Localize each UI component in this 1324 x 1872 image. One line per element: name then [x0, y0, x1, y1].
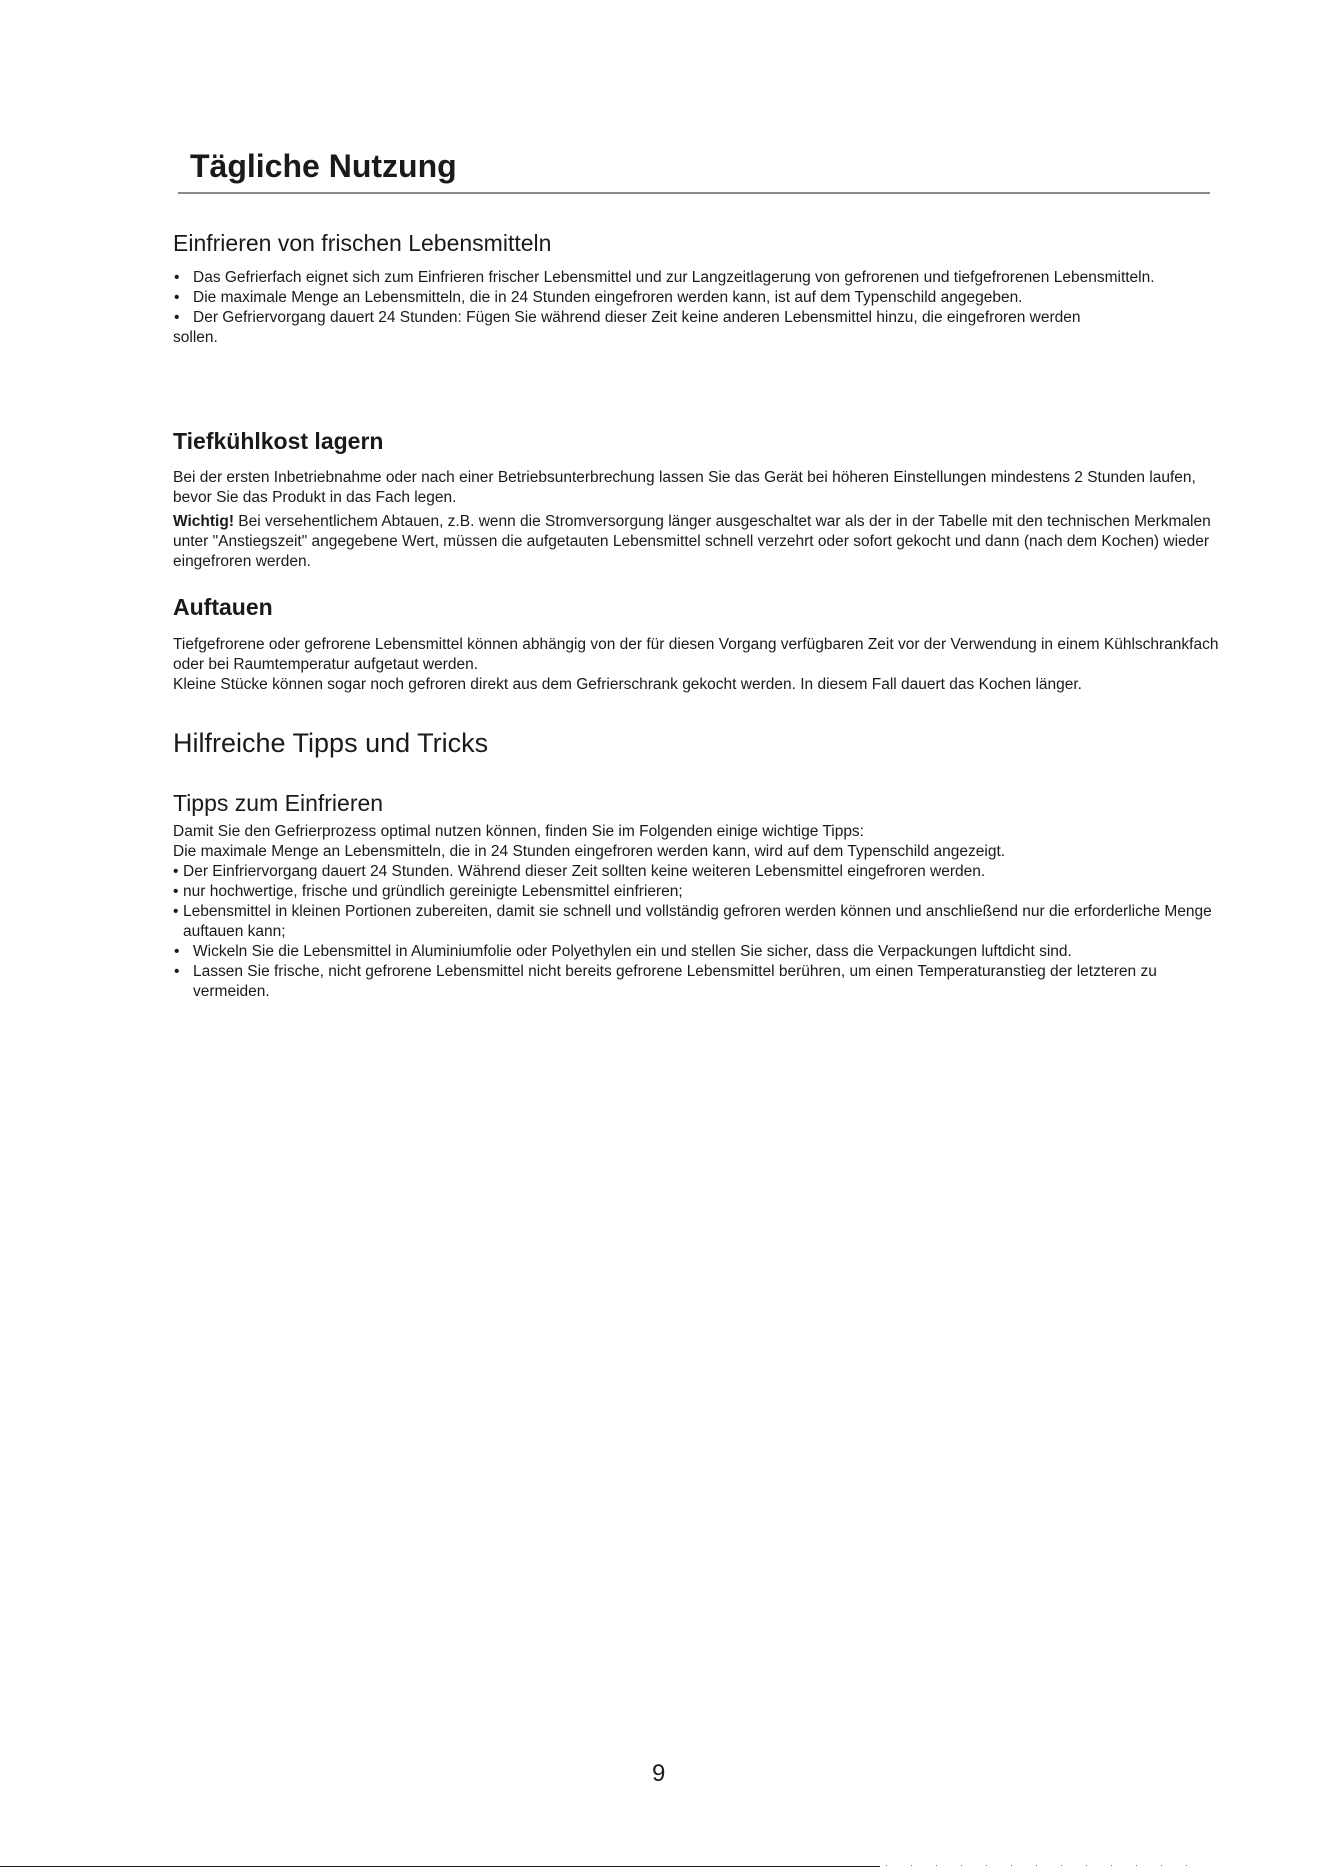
thawing-paragraph: Tiefgefrorene oder gefrorene Lebensmittel können abhängig von der für diesen Vorgang verfügbaren Zeit vor der Verwendung in einem Kühlschrankfach oder bei Raumtemperatur aufgetaut werden.: [173, 636, 1219, 673]
footer-rule: [0, 1866, 880, 1867]
footer-marks: ·············: [885, 1860, 1210, 1870]
page-title: Tägliche Nutzung: [190, 148, 457, 184]
freezing-list: [173, 268, 1225, 348]
section-heading-tips: Hilfreiche Tipps und Tricks: [173, 728, 489, 758]
bullet-icon: •: [173, 903, 179, 920]
storage-paragraph: Bei der ersten Inbetriebnahme oder nach einer Betriebsunterbrechung lassen Sie das Gerät bei höheren Einstellungen mindestens 2 Stunden laufen, bevor Sie das Produkt in das Fach legen.: [173, 469, 1196, 506]
section-heading-freezing: Einfrieren von frischen Lebensmitteln: [173, 230, 552, 256]
tips-intro: Damit Sie den Gefrierprozess optimal nutzen können, finden Sie im Folgenden einige wichtige Tipps:: [173, 823, 864, 840]
list-item: • Lebensmittel in kleinen Portionen zubereiten, damit sie schnell und vollständig gefroren werden können und anschließend nur die erforderliche Menge auftauen kann;: [173, 903, 1212, 940]
title-divider: [178, 192, 1210, 194]
important-label: Wichtig!: [173, 513, 234, 530]
bullet-icon: •: [174, 309, 180, 326]
bullet-icon: •: [174, 269, 180, 286]
page-number: 9: [652, 1760, 666, 1787]
list-item-continuation: sollen.: [173, 329, 218, 346]
storage-text: [173, 468, 1225, 572]
bullet-icon: •: [174, 963, 180, 980]
list-item: • Das Gefrierfach eignet sich zum Einfrieren frischer Lebensmittel und zur Langzeitlagerung von gefrorenen und tiefgefrorenen Lebensmitteln.: [174, 269, 1155, 286]
thawing-text: [173, 635, 1225, 695]
important-note: Wichtig! Bei versehentlichem Abtauen, z.B. wenn die Stromversorgung länger ausgeschaltet war als der in der Tabelle mit den technischen Merkmalen unter "Anstiegszeit" angegebene Wert, müssen die aufgetauten Lebensmittel schnell verzehrt oder sofort gekocht und dann (nach dem Kochen) wieder eingefroren werden.: [173, 513, 1211, 570]
bullet-icon: •: [174, 943, 180, 960]
list-item: • Wickeln Sie die Lebensmittel in Aluminiumfolie oder Polyethylen ein und stellen Sie sicher, dass die Verpackungen luftdicht sind.: [174, 943, 1072, 960]
section-heading-storage: Tiefkühlkost lagern: [173, 428, 384, 454]
list-item: • Der Gefriervorgang dauert 24 Stunden: Fügen Sie während dieser Zeit keine anderen Lebensmittel hinzu, die eingefroren werden: [174, 309, 1081, 326]
list-item: • Die maximale Menge an Lebensmitteln, die in 24 Stunden eingefroren werden kann, ist auf dem Typenschild angegeben.: [174, 289, 1023, 306]
tips-intro: Die maximale Menge an Lebensmitteln, die in 24 Stunden eingefroren werden kann, wird auf dem Typenschild angezeigt.: [173, 843, 1006, 860]
list-item: • Lassen Sie frische, nicht gefrorene Lebensmittel nicht bereits gefrorene Lebensmittel berühren, um einen Temperaturanstieg der letzteren zu vermeiden.: [174, 963, 1157, 1000]
tips-text: [173, 822, 1225, 1002]
bullet-icon: •: [174, 289, 180, 306]
list-item: • nur hochwertige, frische und gründlich gereinigte Lebensmittel einfrieren;: [173, 883, 683, 900]
bullet-icon: •: [173, 883, 179, 900]
bullet-icon: •: [173, 863, 179, 880]
subsection-heading-freezing-tips: Tipps zum Einfrieren: [173, 790, 384, 816]
list-item: • Der Einfriervorgang dauert 24 Stunden. Während dieser Zeit sollten keine weiteren Lebensmittel eingefroren werden.: [173, 863, 986, 880]
section-heading-thawing: Auftauen: [173, 594, 273, 620]
thawing-paragraph: Kleine Stücke können sogar noch gefroren direkt aus dem Gefrierschrank gekocht werden. In diesem Fall dauert das Kochen länger.: [173, 676, 1082, 693]
